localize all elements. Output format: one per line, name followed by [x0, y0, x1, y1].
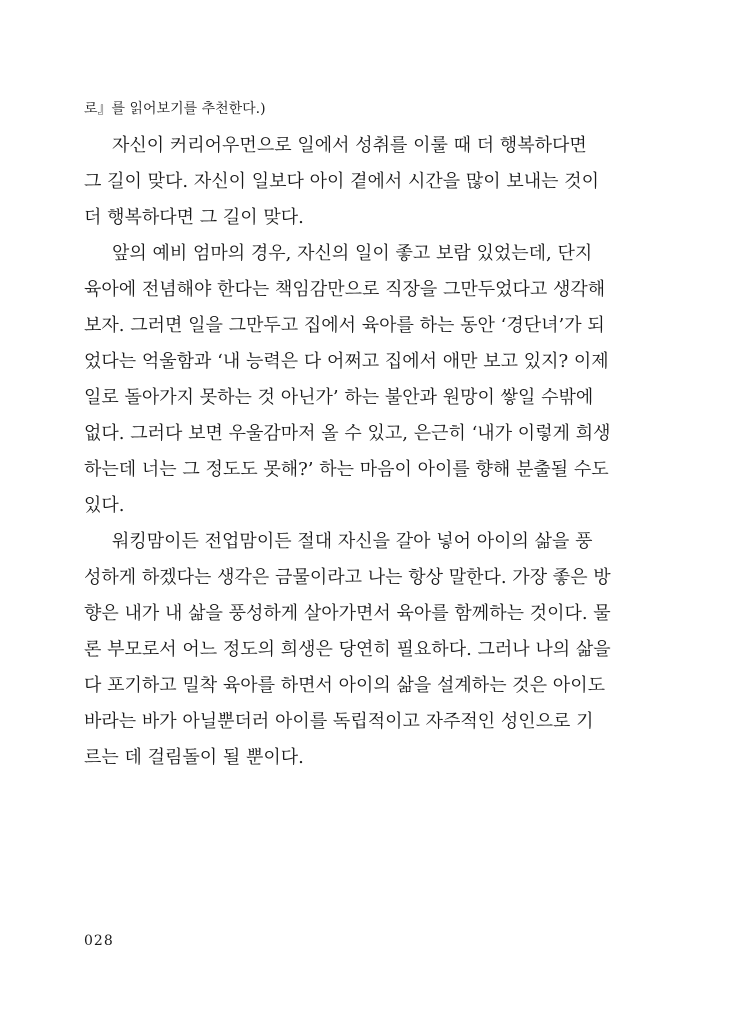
continuation-note: 로』를 읽어보기를 추천한다.): [84, 101, 266, 117]
text-line: 향은 내가 내 삶을 풍성하게 살아가면서 육아를 함께하는 것이다. 물: [84, 603, 611, 624]
text-line: 자신이 커리어우먼으로 일에서 성취를 이룰 때 더 행복하다면: [112, 135, 587, 156]
paragraph-1: [84, 128, 600, 236]
text-line: 다 포기하고 밀착 육아를 하면서 아이의 삶을 설계하는 것은 아이도: [84, 675, 605, 696]
text-line: 있다.: [84, 495, 125, 516]
text-line: 그 길이 맞다. 자신이 일보다 아이 곁에서 시간을 많이 보내는 것이: [84, 171, 600, 192]
page-number: 028: [84, 933, 114, 949]
text-line: 없다. 그러다 보면 우울감마저 올 수 있고, 은근히 ‘내가 이렇게 희생: [84, 423, 611, 444]
text-line: 하는데 너는 그 정도도 못해?’ 하는 마음이 아이를 향해 분출될 수도: [84, 459, 609, 480]
text-line: 앞의 예비 엄마의 경우, 자신의 일이 좋고 보람 있었는데, 단지: [112, 243, 593, 264]
text-line: 보자. 그러면 일을 그만두고 집에서 육아를 하는 동안 ‘경단녀’가 되: [84, 315, 605, 336]
body-text: [84, 128, 611, 776]
text-line: 었다는 억울함과 ‘내 능력은 다 어쩌고 집에서 애만 보고 있지? 이제: [84, 351, 609, 372]
paragraph-2: [84, 236, 611, 524]
text-line: 성하게 하겠다는 생각은 금물이라고 나는 항상 말한다. 가장 좋은 방: [84, 567, 611, 588]
text-line: 바라는 바가 아닐뿐더러 아이를 독립적이고 자주적인 성인으로 기: [84, 711, 594, 732]
text-line: 워킹맘이든 전업맘이든 절대 자신을 갈아 넣어 아이의 삶을 풍: [112, 531, 593, 552]
text-line: 더 행복하다면 그 길이 맞다.: [84, 207, 304, 228]
text-line: 론 부모로서 어느 정도의 희생은 당연히 필요하다. 그러나 나의 삶을: [84, 639, 611, 660]
paragraph-3: [84, 524, 611, 776]
text-line: 르는 데 걸림돌이 될 뿐이다.: [84, 747, 304, 768]
text-line: 육아에 전념해야 한다는 책임감만으로 직장을 그만두었다고 생각해: [84, 279, 606, 300]
text-line: 일로 돌아가지 못하는 것 아닌가’ 하는 불안과 원망이 쌓일 수밖에: [84, 387, 594, 408]
